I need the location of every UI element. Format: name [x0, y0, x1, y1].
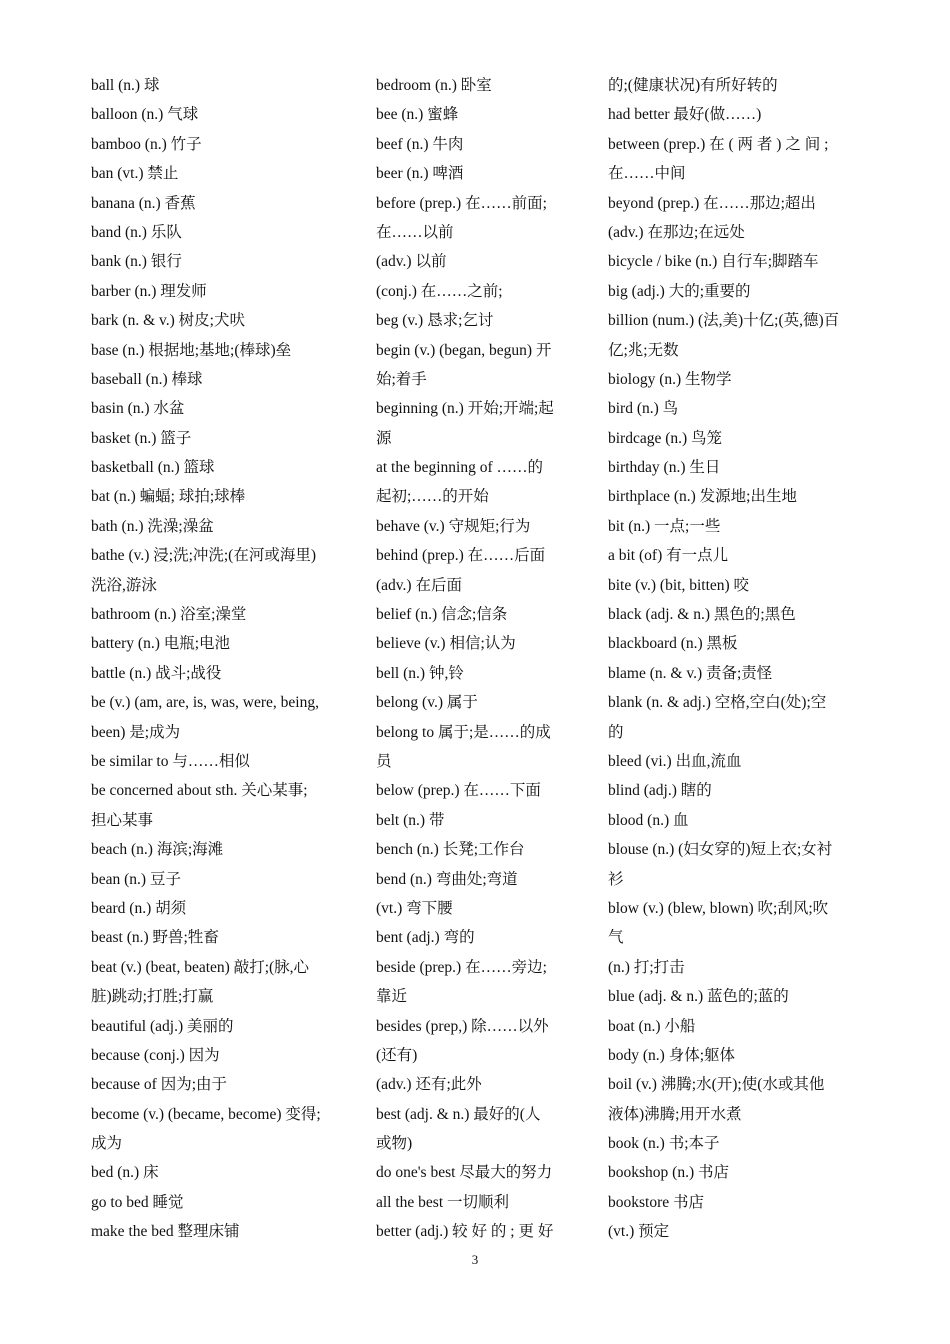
glossary-line: begin (v.) (began, begun) 开 [376, 341, 552, 359]
glossary-line: black (adj. & n.) 黑色的;黑色 [608, 606, 796, 624]
glossary-line: best (adj. & n.) 最好的(人 [376, 1105, 541, 1123]
glossary-line: better (adj.) 较 好 的 ; 更 好 [376, 1223, 554, 1241]
glossary-line: 起初;……的开始 [376, 488, 489, 506]
glossary-line: bookstore 书店 [608, 1193, 705, 1211]
glossary-line: beach (n.) 海滨;海滩 [91, 841, 224, 859]
glossary-line: all the best 一切顺利 [376, 1193, 510, 1211]
glossary-line: body (n.) 身体;躯体 [608, 1046, 736, 1064]
glossary-line: banana (n.) 香蕉 [91, 194, 196, 212]
glossary-line: ball (n.) 球 [91, 77, 160, 94]
glossary-line: basin (n.) 水盆 [91, 400, 185, 418]
glossary-line: (adv.) 在那边;在远处 [608, 223, 745, 241]
glossary-line: (n.) 打;打击 [608, 958, 685, 976]
glossary-line: beside (prep.) 在……旁边; [376, 958, 547, 976]
glossary-line: bean (n.) 豆子 [91, 870, 181, 888]
glossary-line: bent (adj.) 弯的 [376, 929, 475, 947]
glossary-line: below (prep.) 在……下面 [376, 782, 541, 800]
glossary-line: 衫 [608, 870, 624, 888]
glossary-line: beef (n.) 牛肉 [376, 135, 464, 153]
glossary-line: besides (prep,) 除……以外 [376, 1017, 549, 1035]
glossary-line: belt (n.) 带 [376, 811, 445, 829]
glossary-line: (adv.) 还有;此外 [376, 1076, 482, 1094]
glossary-line: a bit (of) 有一点儿 [608, 547, 729, 565]
glossary-line: big (adj.) 大的;重要的 [608, 282, 751, 300]
glossary-line: bee (n.) 蜜蜂 [376, 106, 459, 124]
glossary-line: 的;(健康状况)有所好转的 [608, 77, 778, 94]
glossary-line: blame (n. & v.) 责备;责怪 [608, 664, 773, 682]
glossary-line: (vt.) 弯下腰 [376, 899, 453, 917]
glossary-line: beautiful (adj.) 美丽的 [91, 1017, 234, 1035]
glossary-line: bicycle / bike (n.) 自行车;脚踏车 [608, 253, 819, 271]
glossary-line: boil (v.) 沸腾;水(开);使(水或其他 [608, 1076, 825, 1094]
glossary-line: beard (n.) 胡须 [91, 899, 187, 917]
glossary-line: 气 [608, 929, 624, 947]
glossary-line: believe (v.) 相信;认为 [376, 635, 516, 653]
glossary-line: bathe (v.) 浸;洗;冲洗;(在河或海里) [91, 547, 317, 565]
glossary-line: 液体)沸腾;用开水煮 [608, 1105, 742, 1123]
glossary-line: 脏)跳动;打胜;打赢 [91, 988, 214, 1006]
glossary-line: bite (v.) (bit, bitten) 咬 [608, 576, 750, 594]
glossary-line: bend (n.) 弯曲处;弯道 [376, 870, 518, 888]
glossary-line: bedroom (n.) 卧室 [376, 77, 492, 94]
glossary-line: bat (n.) 蝙蝠; 球拍;球棒 [91, 488, 246, 506]
glossary-line: become (v.) (became, become) 变得; [91, 1105, 321, 1123]
glossary-line: be concerned about sth. 关心某事; [91, 782, 308, 800]
glossary-line: bark (n. & v.) 树皮;犬吠 [91, 312, 245, 330]
glossary-line: biology (n.) 生物学 [608, 370, 732, 388]
glossary-line: 源 [376, 429, 392, 447]
glossary-line: 靠近 [376, 988, 408, 1006]
glossary-line: book (n.) 书;本子 [608, 1135, 720, 1153]
glossary-line: blouse (n.) (妇女穿的)短上衣;女衬 [608, 841, 833, 859]
glossary-line: blank (n. & adj.) 空格,空白(处);空 [608, 694, 827, 712]
glossary-line: birdcage (n.) 鸟笼 [608, 429, 723, 447]
glossary-line: beginning (n.) 开始;开端;起 [376, 400, 554, 418]
glossary-line: belief (n.) 信念;信条 [376, 606, 508, 624]
glossary-line: 员 [376, 752, 392, 770]
glossary-line: at the beginning of ……的 [376, 459, 544, 477]
glossary-line: basket (n.) 篮子 [91, 429, 192, 447]
glossary-line: between (prep.) 在 ( 两 者 ) 之 间 ; [608, 135, 829, 153]
glossary-line: do one's best 尽最大的努力 [376, 1164, 553, 1182]
glossary-line: (adv.) 以前 [376, 253, 447, 271]
glossary-line: bench (n.) 长凳;工作台 [376, 841, 525, 859]
glossary-line: blood (n.) 血 [608, 811, 689, 829]
glossary-line: 在……中间 [608, 165, 686, 183]
glossary-line: base (n.) 根据地;基地;(棒球)垒 [91, 341, 292, 359]
glossary-line: birthday (n.) 生日 [608, 459, 721, 477]
glossary-line: beg (v.) 恳求;乞讨 [376, 312, 494, 330]
glossary-line: behave (v.) 守规矩;行为 [376, 517, 531, 535]
glossary-line: (还有) [376, 1046, 418, 1064]
glossary-line: bed (n.) 床 [91, 1164, 159, 1182]
glossary-line: be (v.) (am, are, is, was, were, being, [91, 694, 319, 712]
glossary-line: blow (v.) (blew, blown) 吹;刮风;吹 [608, 899, 829, 917]
page-number: 3 [471, 1252, 479, 1267]
glossary-line: battery (n.) 电瓶;电池 [91, 635, 231, 653]
glossary-line: bamboo (n.) 竹子 [91, 135, 202, 153]
glossary-line: before (prep.) 在……前面; [376, 194, 547, 212]
glossary-line: billion (num.) (法,美)十亿;(英,德)百 [608, 312, 840, 330]
glossary-line: basketball (n.) 篮球 [91, 459, 215, 477]
glossary-line: 亿;兆;无数 [608, 341, 679, 359]
glossary-line: battle (n.) 战斗;战役 [91, 664, 222, 682]
glossary-line: beat (v.) (beat, beaten) 敲打;(脉,心 [91, 958, 310, 976]
glossary-line: 在……以前 [376, 223, 454, 241]
column-3 [608, 71, 864, 1247]
glossary-line: bathroom (n.) 浴室;澡堂 [91, 606, 247, 624]
column-1 [91, 71, 353, 1247]
glossary-line: make the bed 整理床铺 [91, 1223, 240, 1241]
glossary-line: (adv.) 在后面 [376, 576, 462, 594]
glossary-line: bookshop (n.) 书店 [608, 1164, 729, 1182]
glossary-line: beer (n.) 啤酒 [376, 165, 464, 183]
glossary-line: 或物) [376, 1135, 413, 1153]
column-2 [376, 71, 578, 1247]
glossary-line: be similar to 与……相似 [91, 752, 250, 770]
glossary-line: been) 是;成为 [91, 723, 181, 741]
glossary-line: bird (n.) 鸟 [608, 400, 679, 418]
glossary-line: blue (adj. & n.) 蓝色的;蓝的 [608, 988, 789, 1006]
glossary-line: bleed (vi.) 出血,流血 [608, 752, 742, 770]
glossary-line: balloon (n.) 气球 [91, 106, 199, 124]
glossary-line: because of 因为;由于 [91, 1076, 228, 1094]
glossary-line: boat (n.) 小船 [608, 1017, 696, 1035]
glossary-line: bit (n.) 一点;一些 [608, 517, 721, 535]
glossary-line: bath (n.) 洗澡;澡盆 [91, 517, 214, 535]
glossary-line: had better 最好(做……) [608, 106, 762, 124]
glossary-line: (vt.) 预定 [608, 1223, 670, 1241]
glossary-line: birthplace (n.) 发源地;出生地 [608, 488, 797, 506]
glossary-line: beast (n.) 野兽;牲畜 [91, 929, 219, 947]
glossary-line: 始;着手 [376, 370, 427, 388]
glossary-line: 担心某事 [91, 811, 154, 829]
glossary-line: (conj.) 在……之前; [376, 282, 503, 300]
glossary-line: 洗浴,游泳 [91, 576, 157, 594]
glossary-line: 的 [608, 723, 624, 741]
glossary-line: because (conj.) 因为 [91, 1046, 220, 1064]
glossary-line: ban (vt.) 禁止 [91, 165, 179, 183]
glossary-line: bell (n.) 钟,铃 [376, 664, 464, 682]
glossary-line: 成为 [91, 1135, 123, 1153]
glossary-line: blind (adj.) 瞎的 [608, 782, 712, 800]
glossary-line: beyond (prep.) 在……那边;超出 [608, 194, 816, 212]
glossary-line: baseball (n.) 棒球 [91, 370, 203, 388]
glossary-line: bank (n.) 银行 [91, 253, 182, 271]
glossary-line: go to bed 睡觉 [91, 1193, 184, 1211]
glossary-line: barber (n.) 理发师 [91, 282, 207, 300]
glossary-line: behind (prep.) 在……后面 [376, 547, 546, 565]
glossary-line: belong to 属于;是……的成 [376, 723, 551, 741]
glossary-line: belong (v.) 属于 [376, 694, 478, 712]
glossary-line: band (n.) 乐队 [91, 223, 182, 241]
glossary-line: blackboard (n.) 黑板 [608, 635, 738, 653]
